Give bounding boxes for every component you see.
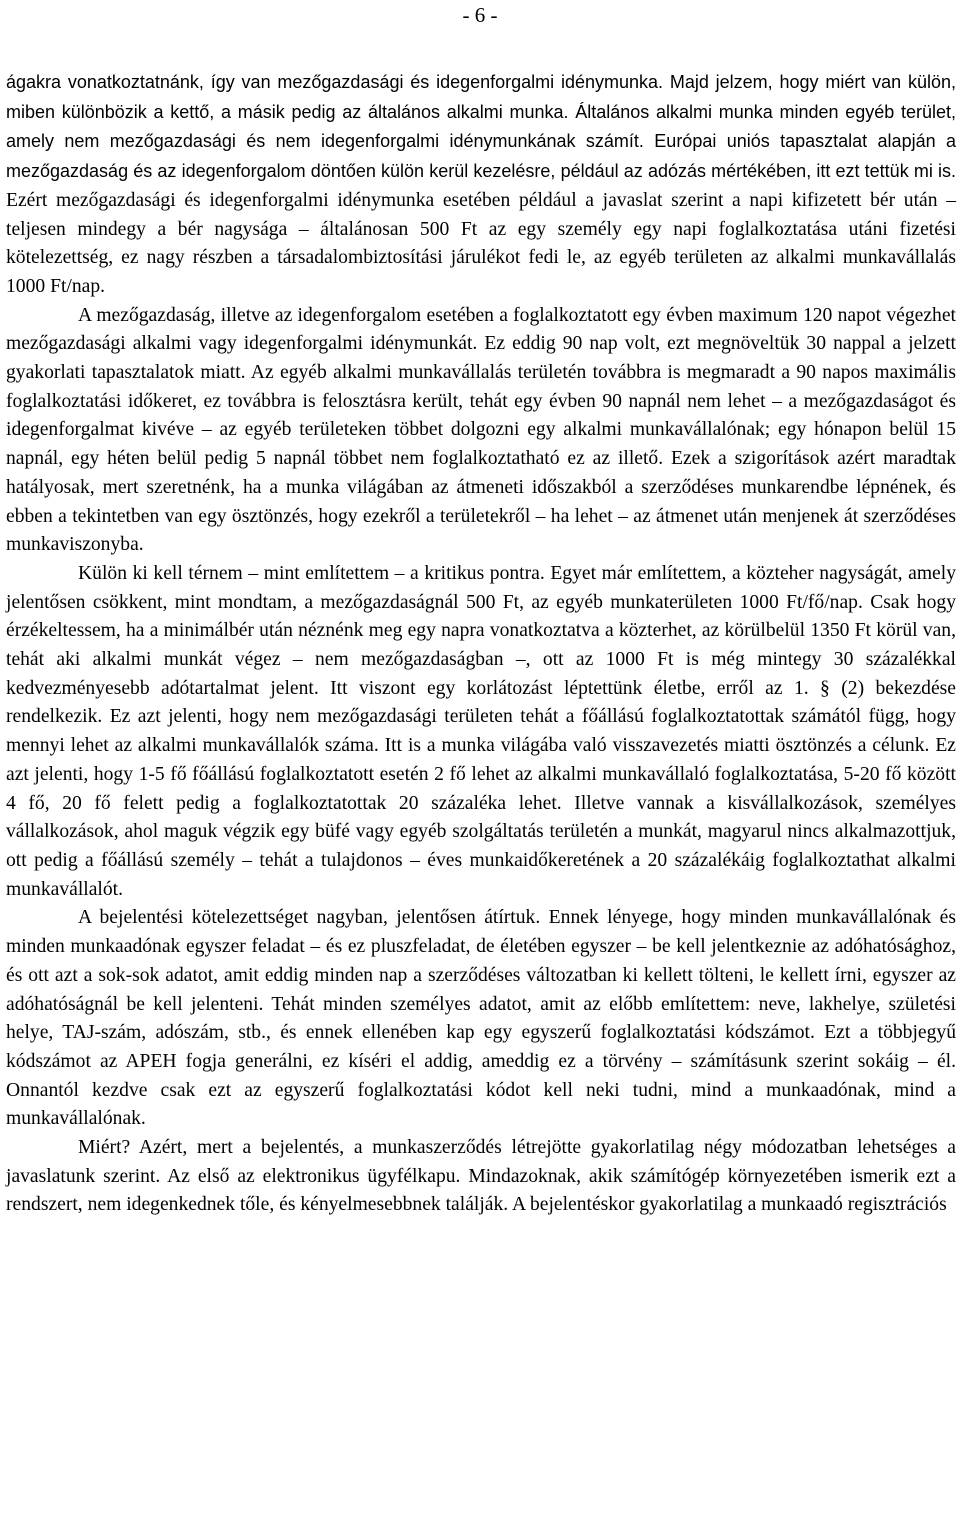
paragraph-5: [6, 1134, 956, 1220]
paragraph-text: Európai uniós tapasztalat alapján a mezőgazdaság és az idegenforgalom döntően külön kerül kezelésre, például az adózás mértékében, itt ezt tettük mi is.: [6, 131, 956, 182]
paragraph-4: [6, 904, 956, 1134]
page-number: - 6 -: [462, 3, 498, 27]
document-body: [6, 68, 956, 1220]
paragraph-text: ágakra vonatkoztatnánk, így van mezőgazdasági és idegenforgalmi idénymunka. Majd jelzem, hogy miért van külön, miben különbözik a kettő, a másik pedig az általános alkalmi munka. Általános alkalmi munka minden egyéb terület, amely nem mezőgazdasági és nem idegenforgalmi idénymunkának számít.: [6, 72, 956, 152]
paragraph-text: Miért? Azért, mert a bejelentés, a munkaszerződés létrejötte gyakorlatilag négy módozatban lehetséges a javaslatunk szerint. Az első az elektronikus ügyfélkapu. Mindazoknak, akik számítógép környezetében ismerik ezt a rendszert, nem idegenkednek tőle, és kényelmesebbnek találják. A bejelentéskor gyakorlatilag a munkaadó regisztrációs: [6, 1137, 956, 1216]
paragraph-text: A mezőgazdaság, illetve az idegenforgalom esetében a foglalkoztatott egy évben maximum 120 napot végezhet mezőgazdasági alkalmi vagy idegenforgalmi idénymunkát. Ez eddig 90 nap volt, ezt megnöveltük 30 nappal a jelzett gyakorlati tapasztalatok miatt. Az egyéb alkalmi munkavállalás területén továbbra is megmaradt a 90 napos maximális foglalkoztatási időkeret, ez továbbra is felosztásra került, tehát egy évben 90 napnál nem lehet – a mezőgazdaságot és idegenforgalmat kivéve – az egyéb területeken többet dolgozni egy alkalmi munkavállalónak; egy hónapon belül 15 napnál, egy héten belül pedig 5 napnál többet nem foglalkoztatható ez az illető. Ezek a szigorítások azért maradtak hatályosak, mert szeretnénk, ha a munka világában az átmeneti időszakból a szerződéses munkarendbe lépnének, és ebben a tekintetben van egy ösztönzés, hogy ezekről a területekről – ha lehet – az átmenet után menjenek át szerződéses munkaviszonyba.: [6, 304, 956, 556]
paragraph-2: [6, 302, 956, 560]
paragraph-3: [6, 560, 956, 904]
paragraph-1: [6, 68, 956, 302]
paragraph-text: Ezért mezőgazdasági és idegenforgalmi idénymunka esetében például a javaslat szerint a napi kifizetett bér után – teljesen mindegy a bér nagysága – általánosan 500 Ft az egy személy egy napi foglalkoztatása utáni fizetési kötelezettség, ez nagy részben a társadalombiztosítási járulékot fedi le, az egyéb területen az alkalmi munkavállalás 1000 Ft/nap.: [6, 189, 956, 297]
paragraph-text: Külön ki kell térnem – mint említettem – a kritikus pontra. Egyet már említettem, a közteher nagyságát, amely jelentősen csökkent, mint mondtam, a mezőgazdaságnál 500 Ft, az egyéb munkaterületen 1000 Ft/fő/nap. Csak hogy érzékeltessem, ha a minimálbér után néznénk meg egy napra vonatkoztatva a közterhet, az körülbelül 1350 Ft körül van, tehát aki alkalmi munkát végez – nem mezőgazdaságban –, ott az 1000 Ft is még mintegy 30 százalékkal kedvezményesebb adótartalmat jelent. Itt viszont egy korlátozást léptettünk életbe, erről az 1. § (2) bekezdése rendelkezik. Ez azt jelenti, hogy nem mezőgazdasági területen tehát a főállású foglalkoztatottak számától függ, hogy mennyi lehet az alkalmi munkavállalók száma. Itt is a munka világába való visszavezetés miatti ösztönzés a célunk. Ez azt jelenti, hogy 1-5 fő főállású foglalkoztatott esetén 2 fő lehet az alkalmi munkavállaló foglalkoztatása, 5-20 fő között 4 fő, 20 fő felett pedig a foglalkoztatottak 20 százaléka lehet. Illetve vannak a kisvállalkozások, személyes vállalkozások, ahol maguk végzik egy büfé vagy egyéb szolgáltatás területén a munkát, magyarul nincs alkalmazottjuk, ott pedig a főállású személy – tehát a tulajdonos – éves munkaidőkeretének a 20 százalékáig foglalkoztathat alkalmi munkavállalót.: [6, 562, 956, 900]
paragraph-text: A bejelentési kötelezettséget nagyban, jelentősen átírtuk. Ennek lényege, hogy minden munkavállalónak és minden munkaadónak egyszer feladat – és ez pluszfeladat, de életében egyszer – be kell jelentkeznie az adóhatósághoz, és ott azt a sok-sok adatot, amit eddig minden nap a szerződéses változatban ki kellett tölteni, le kellett írni, egyszer az adóhatóságnál be kell jelenteni. Tehát minden személyes adatot, amit az előbb említettem: neve, lakhelye, születési helye, TAJ-szám, adószám, stb., és ennek ellenében kap egy egyszerű foglalkoztatási kódszámot. Ezt a többjegyű kódszámot az APEH fogja generálni, ez kíséri el addig, ameddig ez a törvény – számításunk szerint sokáig – él. Onnantól kezdve csak ezt az egyszerű foglalkoztatási kódot kell neki tudni, mind a munkaadónak, mind a munkavállalónak.: [6, 907, 956, 1130]
